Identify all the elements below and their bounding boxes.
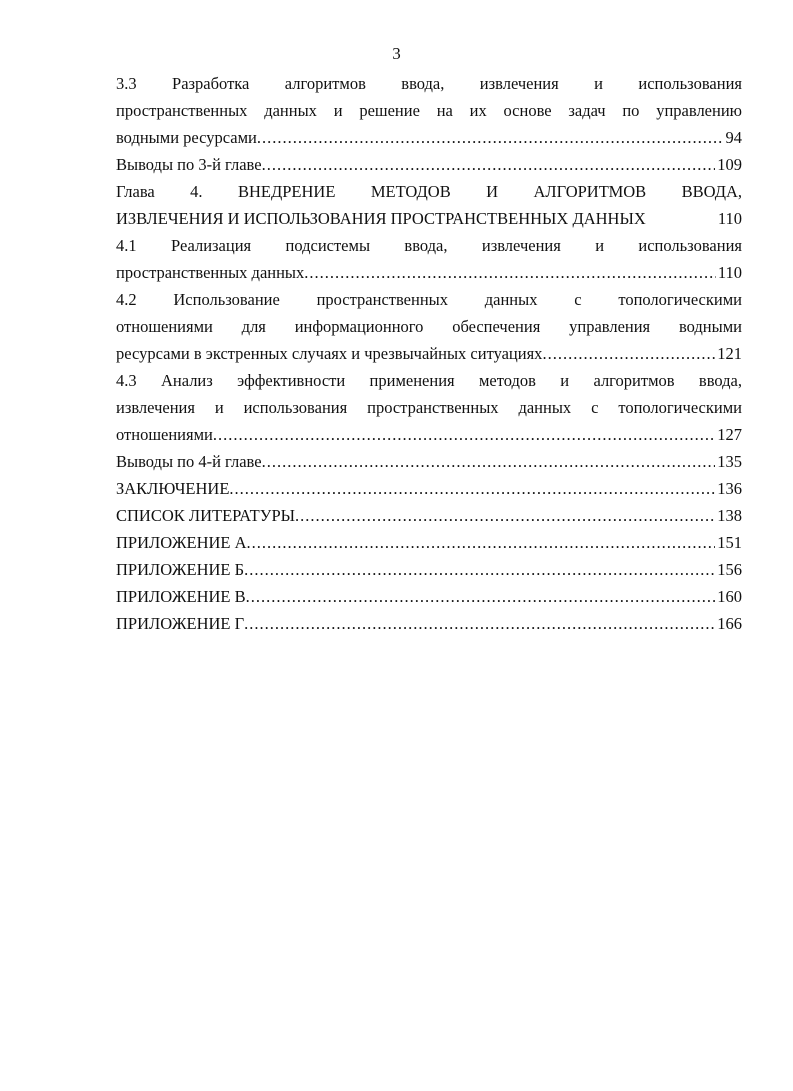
- toc-entry-title: отношениями: [116, 425, 213, 444]
- toc-entry-title: Выводы по 3-й главе: [116, 155, 262, 174]
- toc-entry-title: ЗАКЛЮЧЕНИЕ: [116, 479, 230, 498]
- toc-entry-4-3[interactable]: [116, 421, 742, 448]
- toc-entry-title: ПРИЛОЖЕНИЕ А: [116, 533, 247, 552]
- toc-entry-title: ПРИЛОЖЕНИЕ Б: [116, 560, 245, 579]
- toc-4-3-line-2: извлечения и использования пространственных данных с топологическими: [116, 398, 742, 417]
- toc-page-number: 110: [717, 209, 742, 228]
- leader-dots: [244, 556, 715, 583]
- leader-dots: [257, 124, 724, 151]
- toc-entry-title: Выводы по 4-й главе: [116, 452, 262, 471]
- toc-entry-conclusion[interactable]: [116, 475, 742, 502]
- leader-dots: [229, 475, 715, 502]
- leader-dots: [262, 448, 716, 475]
- toc-entry-appendix-v[interactable]: [116, 583, 742, 610]
- toc-page-number: 136: [717, 479, 742, 498]
- leader-dots: [213, 421, 715, 448]
- leader-dots: [262, 151, 716, 178]
- toc-entry-4-2[interactable]: [116, 340, 742, 367]
- toc-entry-3-3[interactable]: [116, 124, 742, 151]
- toc-page-number: 127: [717, 425, 742, 444]
- toc-chapter-4-line-1: Глава 4. ВНЕДРЕНИЕ МЕТОДОВ И АЛГОРИТМОВ ВВОДА,: [116, 182, 742, 201]
- toc-page-number: 135: [717, 452, 742, 471]
- toc-entry-conclusions-ch4[interactable]: [116, 448, 742, 475]
- toc-page-number: 109: [717, 155, 742, 174]
- leader-dots: [295, 502, 715, 529]
- toc-4-2-line-1: 4.2 Использование пространственных данных с топологическими: [116, 290, 742, 309]
- toc-page-number: 138: [717, 506, 742, 525]
- toc-entry-title: ПРИЛОЖЕНИЕ В: [116, 587, 246, 606]
- leader-dots: [542, 340, 715, 367]
- toc-4-2-line-2: отношениями для информационного обеспечения управления водными: [116, 317, 742, 336]
- toc-entry-title: ресурсами в экстренных случаях и чрезвычайных ситуациях: [116, 344, 543, 363]
- toc-page-number: 94: [725, 128, 742, 147]
- toc-entry-title: водными ресурсами: [116, 128, 257, 147]
- toc-entry-references[interactable]: [116, 502, 742, 529]
- toc-entry-conclusions-ch3[interactable]: [116, 151, 742, 178]
- toc-entry-appendix-g[interactable]: [116, 610, 742, 637]
- toc-entry-title: пространственных данных: [116, 263, 305, 282]
- toc-page-number: 160: [717, 587, 742, 606]
- toc-chapter-4-line-2: ИЗВЛЕЧЕНИЯ И ИСПОЛЬЗОВАНИЯ ПРОСТРАНСТВЕННЫХ ДАННЫХ: [116, 209, 646, 228]
- toc-entry-chapter-4[interactable]: [116, 205, 742, 232]
- toc-3-3-line-2: пространственных данных и решение на их основе задач по управлению: [116, 101, 742, 120]
- toc-4-1-line-1: 4.1 Реализация подсистемы ввода, извлечения и использования: [116, 236, 742, 255]
- toc-entry-appendix-a[interactable]: [116, 529, 742, 556]
- leader-dots: [304, 259, 716, 286]
- toc-entry-title: ПРИЛОЖЕНИЕ Г: [116, 614, 245, 633]
- toc-page-number: 151: [717, 533, 742, 552]
- leader-dots: [247, 529, 716, 556]
- leader-dots: [246, 583, 716, 610]
- toc-4-3-line-1: 4.3 Анализ эффективности применения методов и алгоритмов ввода,: [116, 371, 742, 390]
- toc-page-number: 110: [717, 263, 742, 282]
- toc-page-number: 156: [717, 560, 742, 579]
- toc-3-3-line-1: 3.3 Разработка алгоритмов ввода, извлечения и использования: [116, 74, 742, 93]
- toc-entry-4-1[interactable]: [116, 259, 742, 286]
- toc-page-number: 166: [717, 614, 742, 633]
- page-number: 3: [392, 44, 401, 63]
- table-of-contents: [116, 70, 742, 637]
- toc-page-number: 121: [717, 344, 742, 363]
- toc-entry-appendix-b[interactable]: [116, 556, 742, 583]
- leader-dots: [244, 610, 715, 637]
- toc-entry-title: СПИСОК ЛИТЕРАТУРЫ: [116, 506, 296, 525]
